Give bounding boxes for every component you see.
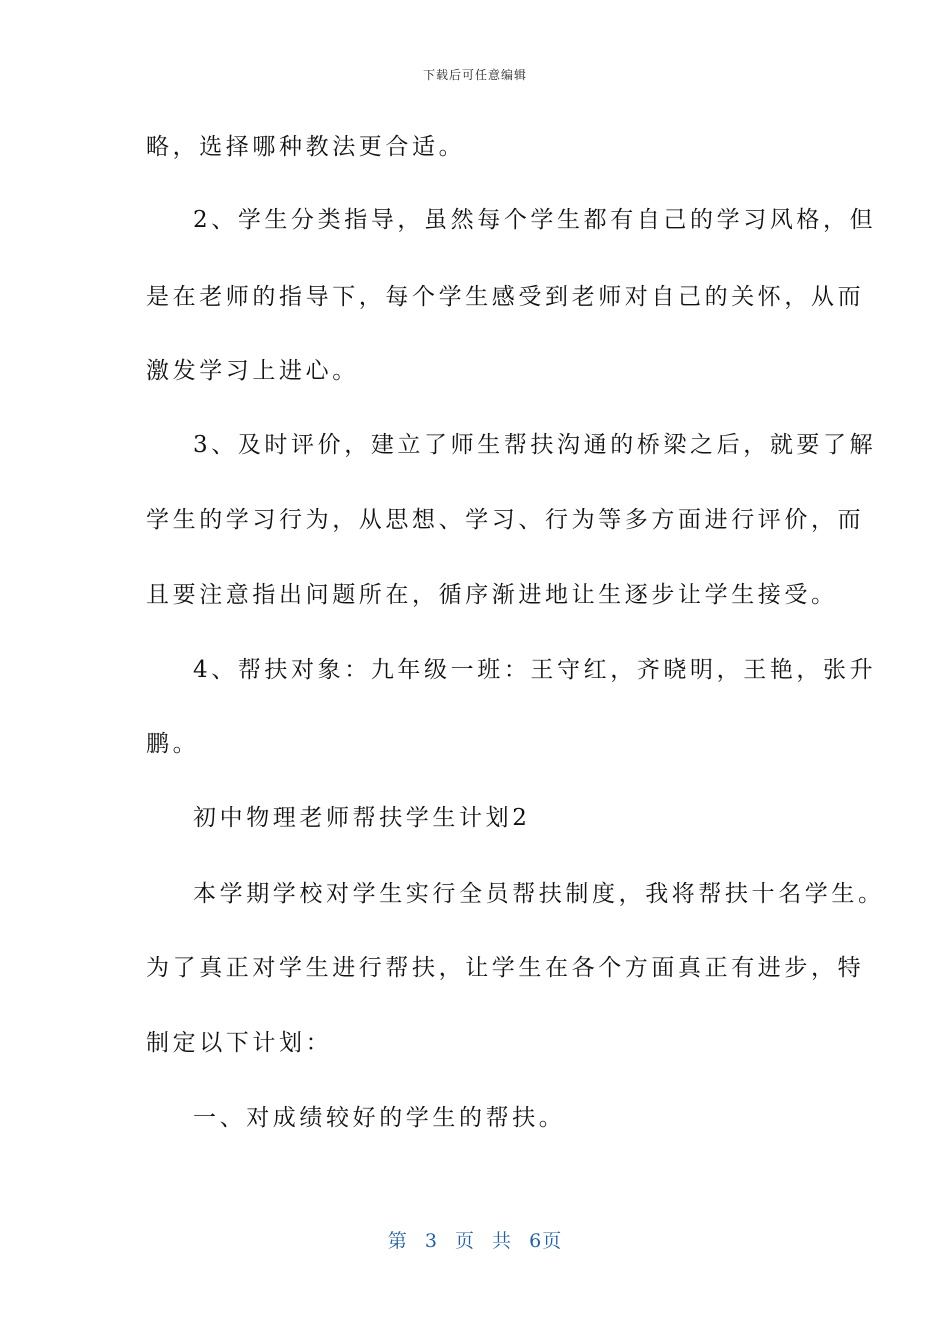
body-line: 鹏。: [146, 731, 200, 757]
footer-prefix: 第: [387, 1230, 408, 1252]
section-heading: 初中物理老师帮扶学生计划2: [193, 805, 531, 831]
body-line: 2、学生分类指导，虽然每个学生都有自己的学习风格，但: [193, 207, 877, 233]
body-line: 学生的学习行为，从思想、学习、行为等多方面进行评价，而: [146, 507, 865, 533]
body-line: 3、及时评价，建立了师生帮扶沟通的桥梁之后，就要了解: [193, 432, 877, 458]
footer-current-page: 3: [424, 1230, 438, 1252]
body-line: 4、帮扶对象：九年级一班：王守红，齐晓明，王艳，张升: [193, 657, 877, 683]
page-footer: [0, 1226, 950, 1253]
body-line: 激发学习上进心。: [146, 358, 359, 384]
footer-total-word: 共: [492, 1230, 513, 1252]
body-line: 为了真正对学生进行帮扶，让学生在各个方面真正有进步，特: [146, 955, 865, 981]
body-line: 且要注意指出问题所在，循序渐进地让生逐步让学生接受。: [146, 582, 838, 608]
body-line: 略，选择哪种教法更合适。: [146, 134, 466, 160]
body-line: 本学期学校对学生实行全员帮扶制度，我将帮扶十名学生。: [193, 881, 885, 907]
page-header: 下载后可任意编辑: [422, 68, 527, 82]
body-line: 是在老师的指导下，每个学生感受到老师对自己的关怀，从而: [146, 284, 865, 310]
body-line: 一、对成绩较好的学生的帮扶。: [193, 1105, 566, 1131]
body-line: 制定以下计划：: [146, 1030, 333, 1056]
footer-total-pages: 6页: [529, 1230, 563, 1252]
footer-page-word: 页: [454, 1230, 475, 1252]
